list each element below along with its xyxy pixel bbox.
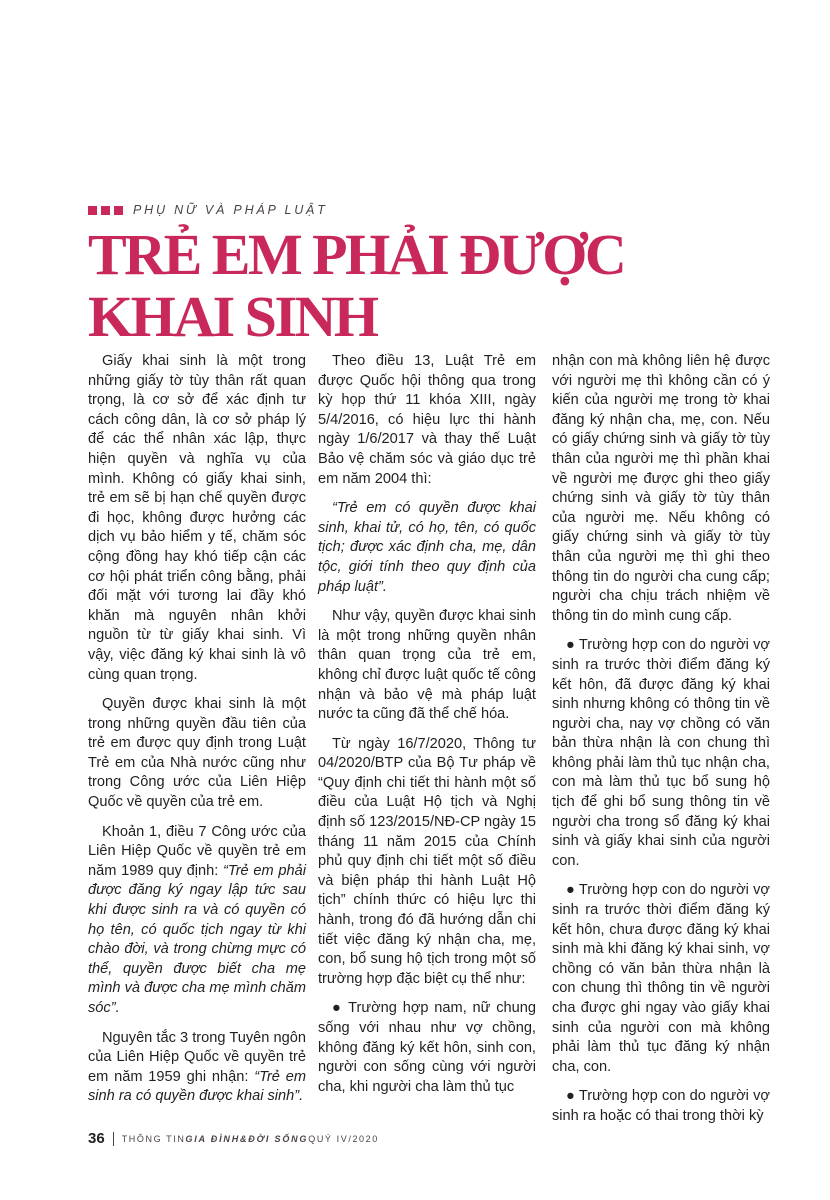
paragraph: Giấy khai sinh là một trong những giấy tờ tùy thân rất quan trọng, là cơ sở để xác định tư cách công dân, là cơ sở pháp lý để các thể nhân xác lập, thực hiện quyền và nghĩa vụ của mình. Không có giấy khai sinh, trẻ em sẽ bị hạn chế quyền được đi học, không được hưởng các dịch vụ bảo hiểm y tế, chăm sóc cộng đồng hay khó tiếp cận các cơ hội phát triển công bằng, phải đối mặt với tương lai đầy khó khăn mà nguyên nhân khởi nguồn từ từ giấy khai sinh. Vì vậy, việc đăng ký khai sinh là vô cùng quan trọng.: [88, 353, 306, 683]
article-column-2: [318, 352, 536, 1107]
page-number: 36: [88, 1130, 105, 1147]
quote: “Trẻ em có quyền được khai sinh, khai tử, có họ, tên, có quốc tịch; được xác định cha, mẹ, dân tộc, giới tính theo quy định của pháp luật”.: [318, 500, 536, 595]
paragraph-lead: Nguyên tắc 3 trong Tuyên ngôn của Liên Hiệp Quốc về quyền trẻ em năm 1959 ghi nhận:: [88, 1029, 306, 1085]
bullet-paragraph: [552, 881, 770, 1077]
publication-prefix: THÔNG TIN: [121, 1133, 186, 1144]
publication-name: GIA ĐÌNH&ĐỜI SỐNG: [185, 1133, 309, 1144]
bullet-paragraph: [552, 1087, 770, 1126]
bullet-paragraph: [552, 636, 770, 871]
paragraph: Từ ngày 16/7/2020, Thông tư 04/2020/BTP của Bộ Tư pháp về “Quy định chi tiết thi hành một số điều của Luật Hộ tịch và Nghị định số 123/2015/NĐ-CP ngày 15 tháng 11 năm 2015 của Chính phủ quy định chi tiết một số điều và biện pháp thi hành Luật Hộ tịch” chính thức có hiệu lực thi hành, trong đó đã hướng dẫn chi tiết việc đăng ký nhận cha, mẹ, con, bổ sung hộ tịch trong một số trường hợp đặc biệt cụ thể như:: [318, 735, 536, 987]
bullet-text: Trường hợp con do người vợ sinh ra trước thời điểm đăng ký kết hôn, chưa được đăng ký khai sinh mà khi đăng ký khai sinh, vợ chồng có văn bản thừa nhận là con chung thì thông tin về người cha được ghi ngay vào giấy khai sinh của người con mà không phải làm thủ tục đăng ký nhận cha, con.: [552, 882, 770, 1075]
bullet-paragraph: [318, 999, 536, 1097]
article-column-3: [552, 352, 770, 1137]
section-label: PHỤ NỮ VÀ PHÁP LUẬT: [133, 203, 328, 217]
section-square-icon: [114, 206, 123, 215]
section-header: [88, 203, 328, 217]
bullet-icon: ●: [566, 1088, 575, 1105]
bullet-text: Trường hợp con do người vợ sinh ra hoặc có thai trong thời kỳ: [552, 1088, 770, 1124]
bullet-text: Trường hợp nam, nữ chung sống với nhau như vợ chồng, không đăng ký kết hôn, sinh con, người con sống cùng với người cha, khi người cha làm thủ tục: [318, 1000, 536, 1095]
paragraph: [88, 1029, 306, 1107]
section-square-icon: [88, 206, 97, 215]
paragraph: Quyền được khai sinh là một trong những quyền đầu tiên của trẻ em được quy định trong Luật Trẻ em của Nhà nước cũng như trong Công ước của Liên Hiệp Quốc về quyền của trẻ em.: [88, 696, 306, 811]
paragraph: Theo điều 13, Luật Trẻ em được Quốc hội thông qua trong kỳ họp thứ 11 khóa XIII, ngày 5/4/2016, có hiệu lực thi hành ngày 1/6/2017 và thay thế Luật Bảo vệ chăm sóc và giáo dục trẻ em năm 2004 thì:: [318, 353, 536, 487]
paragraph-lead: Khoản 1, điều 7 Công ước của Liên Hiệp Quốc về quyền trẻ em năm 1989 quy định:: [88, 823, 306, 879]
article-title-line-2: KHAI SINH: [88, 284, 377, 349]
section-square-icon: [101, 206, 110, 215]
page-footer: [88, 1130, 379, 1147]
article-column-1: [88, 352, 306, 1117]
publication-issue: QUÝ IV/2020: [308, 1133, 379, 1144]
bullet-icon: ●: [332, 1000, 343, 1017]
article-title: [88, 224, 748, 348]
bullet-icon: ●: [566, 882, 575, 899]
article-title-line-1: TRẺ EM PHẢI ĐƯỢC: [88, 222, 625, 287]
footer-divider: [113, 1132, 114, 1146]
paragraph: Như vậy, quyền được khai sinh là một trong những quyền nhân thân quan trọng của trẻ em, không chỉ được luật quốc tế công nhận và bảo vệ mà pháp luật nước ta cũng đã thể chế hóa.: [318, 608, 536, 723]
bullet-text: Trường hợp con do người vợ sinh ra trước thời điểm đăng ký kết hôn, đã được đăng ký khai sinh nhưng không có thông tin về người cha, nay vợ chồng có văn bản thừa nhận là con chung thì không phải làm thủ tục nhận cha, con mà làm thủ tục bổ sung hộ tịch để ghi bổ sung thông tin về người cha trong sổ đăng ký khai sinh và giấy khai sinh của người con.: [552, 637, 770, 869]
quote: “Trẻ em phải được đăng ký ngay lập tức sau khi được sinh ra và có quyền có họ tên, có quốc tịch ngay từ khi chào đời, và trong chừng mực có thể, quyền được biết cha mẹ mình và được cha mẹ mình chăm sóc”.: [88, 862, 307, 1016]
paragraph: nhận con mà không liên hệ được với người mẹ thì không cần có ý kiến của người mẹ trong tờ khai đăng ký nhận cha, mẹ, con. Nếu có giấy chứng sinh và giấy tờ tùy thân của người mẹ thì phần khai về người mẹ được ghi theo giấy chứng sinh và giấy tờ tùy thân của người mẹ. Nếu không có giấy chứng sinh và giấy tờ tùy thân của người mẹ thì ghi theo thông tin do người cha cung cấp; người cha chịu trách nhiệm về thông tin do mình cung cấp.: [552, 353, 770, 624]
bullet-icon: ●: [566, 637, 575, 654]
paragraph: [88, 823, 306, 1019]
quote: “Trẻ em sinh ra có quyền được khai sinh”.: [88, 1068, 306, 1105]
